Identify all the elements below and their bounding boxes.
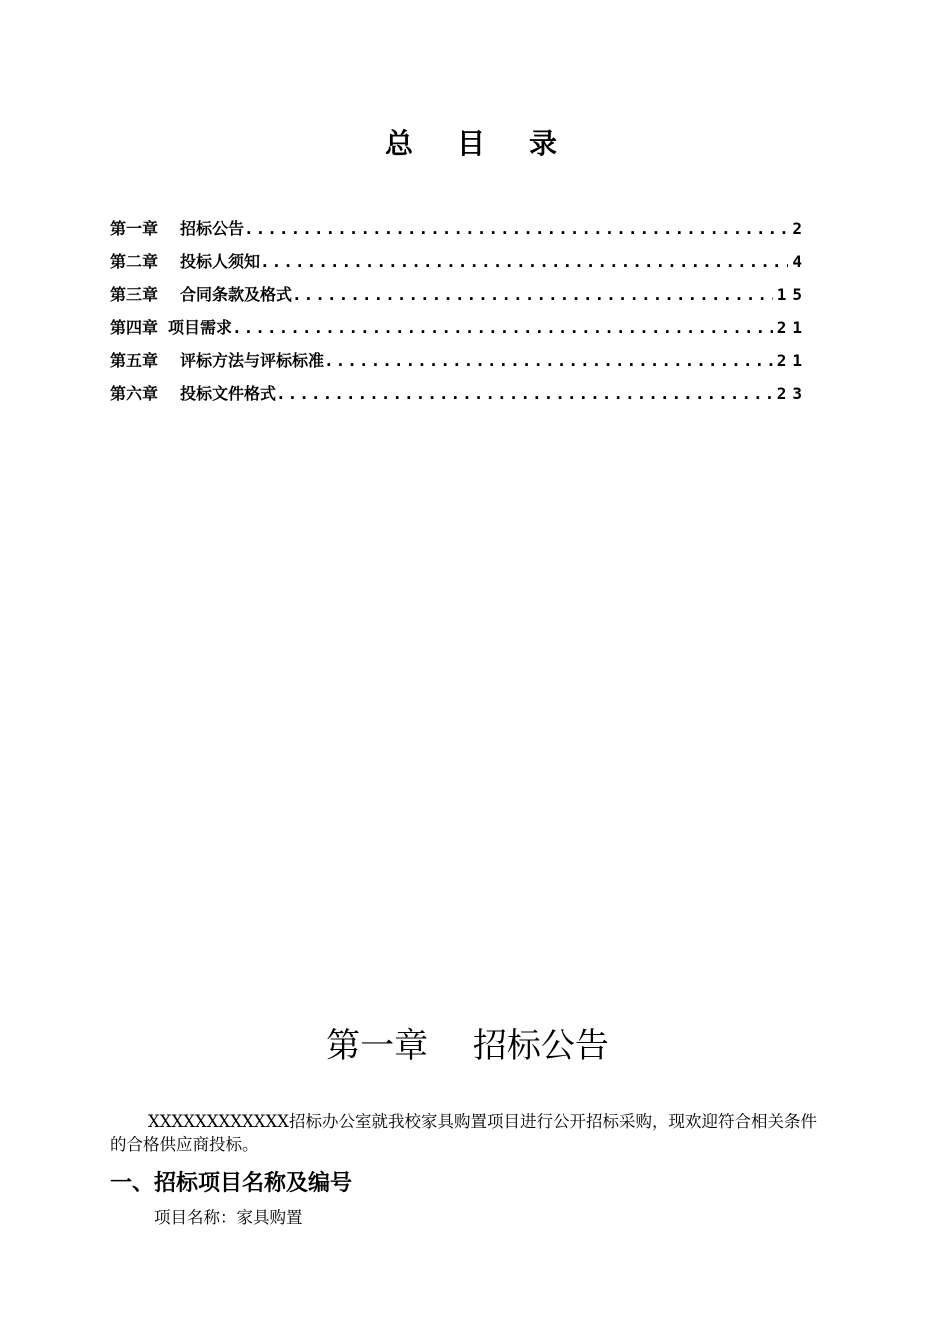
toc-chapter-label: 第一章 [110, 219, 159, 238]
intro-paragraph: XXXXXXXXXXXX招标办公室就我校家具购置项目进行公开招标采购，现欢迎符合相关条件的合格供应商投标。 [110, 1112, 817, 1154]
toc-chapter-label: 第四章 [110, 318, 159, 337]
toc-entry-title: 招标公告 [180, 219, 245, 238]
toc-entry-3[interactable] [110, 284, 808, 317]
toc-entry-5[interactable] [110, 350, 808, 383]
toc-list [110, 218, 808, 416]
project-name-label: 项目名称： [154, 1208, 237, 1227]
toc-page-number: 4 [792, 252, 808, 271]
toc-chapter-label: 第六章 [110, 384, 159, 403]
project-name-field [154, 1204, 303, 1228]
section-heading: 一、招标项目名称及编号 [110, 1171, 353, 1196]
toc-leader-dots [292, 284, 773, 306]
toc-chapter-label: 第三章 [110, 285, 159, 304]
toc-page-number: 23 [776, 384, 808, 403]
chapter-heading: 第一章 招标公告 [326, 1026, 609, 1066]
toc-page-number: 2 [792, 219, 808, 238]
toc-page-number: 21 [776, 351, 808, 370]
toc-entry-4[interactable] [110, 317, 808, 350]
toc-leader-dots [232, 317, 773, 339]
toc-entry-title: 项目需求 [168, 318, 233, 337]
toc-leader-dots [276, 383, 773, 405]
toc-entry-title: 投标文件格式 [180, 384, 277, 403]
toc-leader-dots [244, 218, 788, 240]
toc-leader-dots [324, 350, 773, 372]
toc-page-number: 15 [776, 285, 808, 304]
toc-entry-title: 投标人须知 [180, 252, 261, 271]
toc-entry-6[interactable] [110, 383, 808, 416]
toc-entry-1[interactable] [110, 218, 808, 251]
toc-leader-dots [260, 251, 788, 273]
toc-title: 总 目 录 [384, 127, 565, 160]
toc-entry-title: 评标方法与评标标准 [180, 351, 325, 370]
toc-chapter-label: 第二章 [110, 252, 159, 271]
toc-page-number: 21 [776, 318, 808, 337]
toc-entry-2[interactable] [110, 251, 808, 284]
project-name-value: 家具购置 [236, 1208, 303, 1227]
toc-entry-title: 合同条款及格式 [180, 285, 293, 304]
toc-chapter-label: 第五章 [110, 351, 159, 370]
